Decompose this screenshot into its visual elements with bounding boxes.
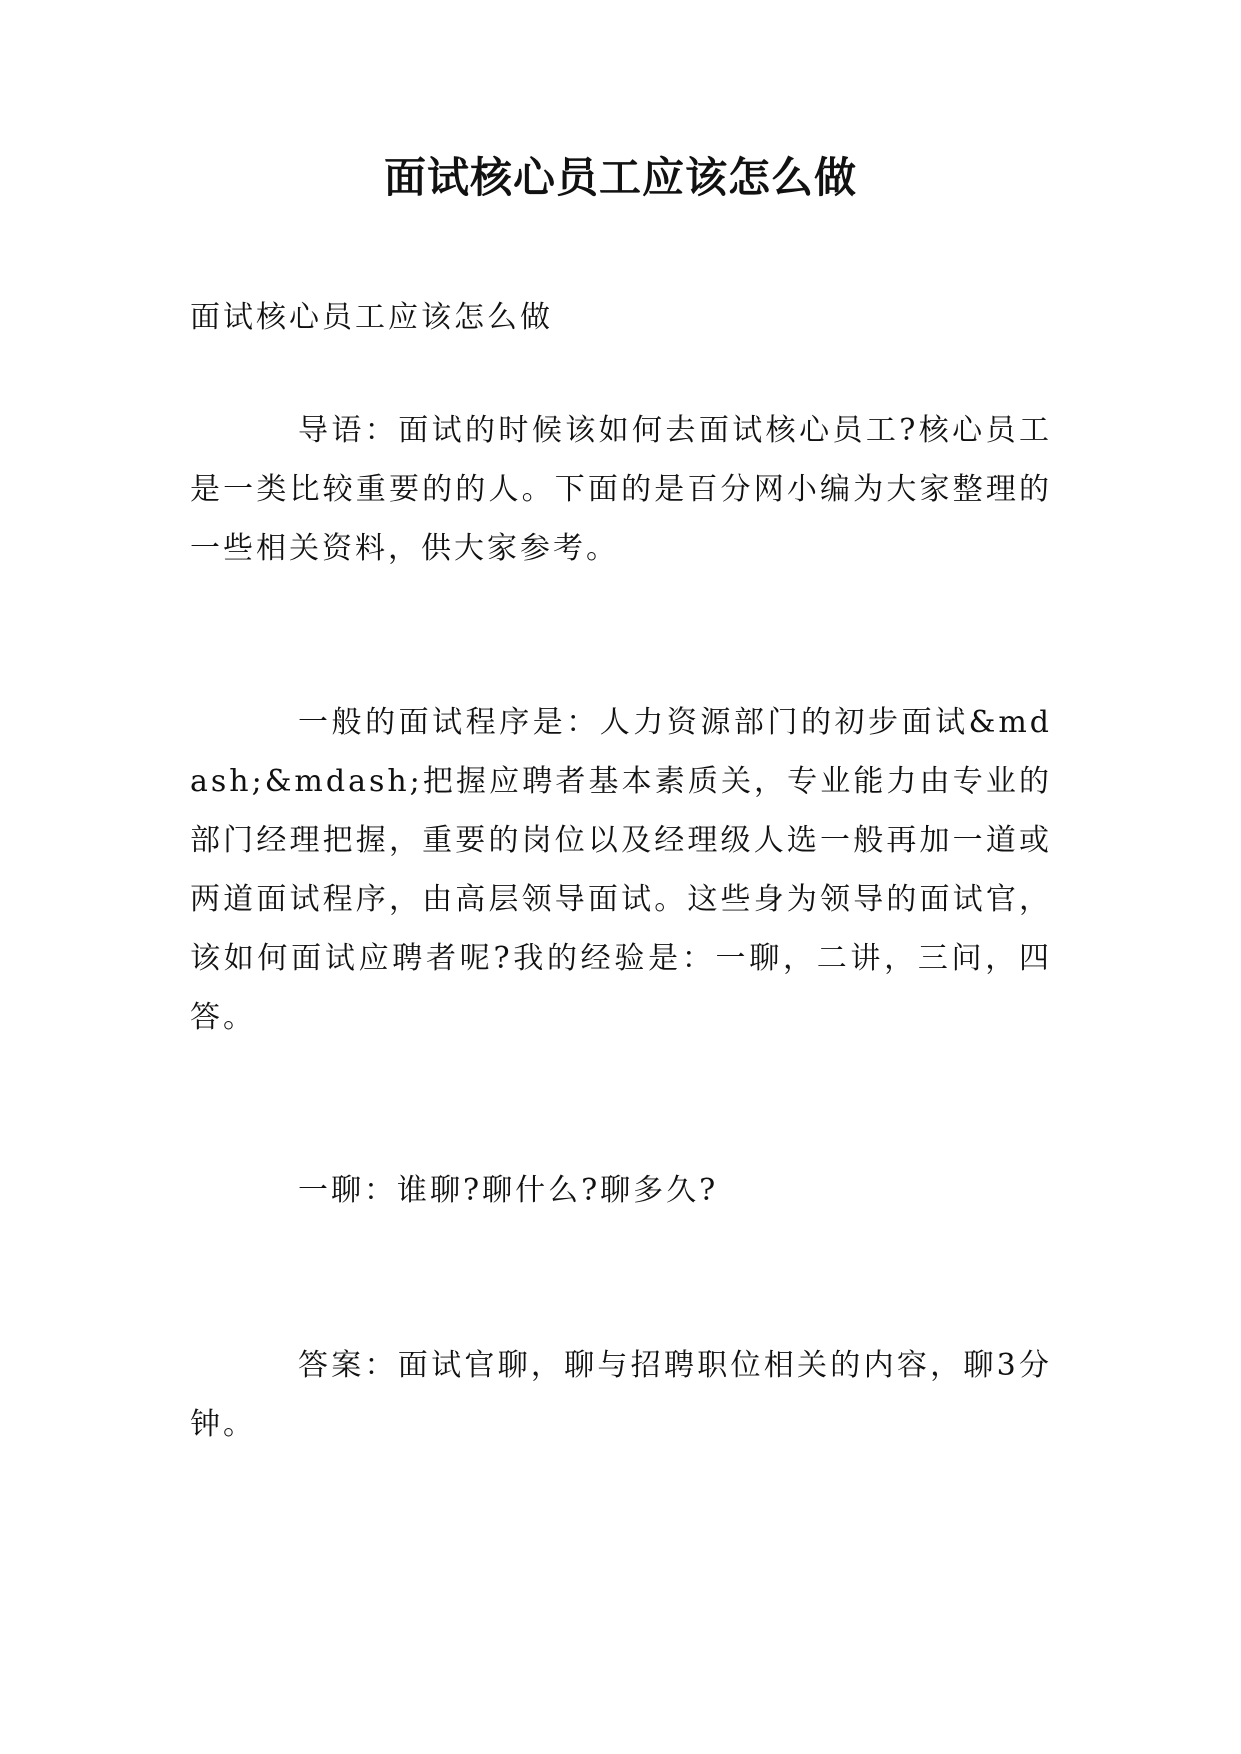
procedure-paragraph: 一般的面试程序是：人力资源部门的初步面试&mdash;&mdash;把握应聘者基本素质关，专业能力由专业的部门经理把握，重要的岗位以及经理级人选一般再加一道或两道面试程序，由高层领导面试。这些身为领导的面试官，该如何面试应聘者呢?我的经验是：一聊，二讲，三问，四答。	[190, 705, 1052, 1035]
document-title: 面试核心员工应该怎么做	[383, 153, 857, 202]
intro-paragraph: 导语：面试的时候该如何去面试核心员工?核心员工是一类比较重要的的人。下面的是百分网小编为大家整理的一些相关资料，供大家参考。	[190, 413, 1052, 566]
document-subtitle: 面试核心员工应该怎么做	[190, 300, 553, 335]
liao-question-paragraph: 一聊：谁聊?聊什么?聊多久?	[298, 1173, 719, 1208]
answer-paragraph: 答案：面试官聊，聊与招聘职位相关的内容，聊3分钟。	[190, 1348, 1052, 1442]
